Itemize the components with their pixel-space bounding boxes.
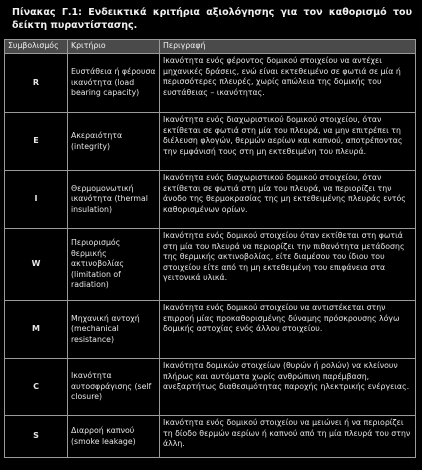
- symbol-cell: E: [5, 113, 68, 171]
- table-row: [5, 416, 416, 458]
- description-cell: Ικανότητα ενός δομικού στοιχείου όταν εκτίθεται στη φωτιά στη μία του πλευρά να περιορίζει την πιθανότητα μετάδοσης της θερμικής ακτινοβολίας, είτε διαμέσου του ίδιου του στοιχείου είτε από τη μη εκτεθειμένη του επιφάνεια στα γειτονικά υλικά.: [160, 229, 416, 301]
- symbol-cell: C: [5, 359, 68, 416]
- criteria-table: [4, 39, 416, 458]
- table-row: [5, 54, 416, 113]
- symbol-cell: I: [5, 171, 68, 229]
- description-cell: Ικανότητα ενός δομικού στοιχείου να μειώνει ή να περιορίζει τη δίοδο θερμών αερίων ή καπνού από τη μία πλευρά του στην άλλη.: [160, 416, 416, 458]
- criterion-cell: Περιορισμός θερμικής ακτινοβολίας (limitation of radiation): [68, 229, 160, 301]
- table-row: [5, 171, 416, 229]
- criterion-cell: Μηχανική αντοχή (mechanical resistance): [68, 301, 160, 359]
- table-caption: Πίνακας Γ.1: Ενδεικτικά κριτήρια αξιολόγησης για τον καθορισμό του δείκτη πυραντίστασης.: [12, 7, 412, 31]
- criterion-cell: Ευστάθεια ή φέρουσα ικανότητα (load bearing capacity): [68, 54, 160, 113]
- header-description: Περιγραφή: [160, 40, 416, 54]
- criterion-cell: Ικανότητα αυτοσφράγισης (self closure): [68, 359, 160, 416]
- symbol-cell: M: [5, 301, 68, 359]
- criterion-cell: Διαρροή καπνού (smoke leakage): [68, 416, 160, 458]
- symbol-cell: W: [5, 229, 68, 301]
- criterion-cell: Θερμομονωτική ικανότητα (thermal insulation): [68, 171, 160, 229]
- description-cell: Ικανότητα ενός δομικού στοιχείου να αντιστέκεται στην επιρροή μίας προκαθορισμένης δύναμης πρόσκρουσης λόγω δομικής αστοχίας ενός άλλου στοιχείου.: [160, 301, 416, 359]
- description-cell: Ικανότητα ενός διαχωριστικού δομικού στοιχείου, όταν εκτίθεται σε φωτιά στη μία του πλευρά, να περιορίζει την άνοδο της θερμοκρασίας της μη εκτεθειμένης πλευράς εντός καθορισμένων ορίων.: [160, 171, 416, 229]
- description-cell: Ικανότητα ενός φέροντος δομικού στοιχείου να αντέχει μηχανικές δράσεις, ενώ είναι εκτεθειμένο σε φωτιά σε μία ή περισσότερες πλευρές, χωρίς απώλεια της δομικής του ευστάθειας – ικανότητας.: [160, 54, 416, 113]
- header-criterion: Κριτήριο: [68, 40, 160, 54]
- description-cell: Ικανότητα ενός διαχωριστικού δομικού στοιχείου, όταν εκτίθεται σε φωτιά στη μία του πλευρά, να μην επιτρέπει τη διέλευση φλογών, θερμών αερίων και καπνού, αποτρέποντας την εμφάνισή τους στη μη εκτεθειμένη του πλευρά.: [160, 113, 416, 171]
- description-cell: Ικανότητα δομικών στοιχείων (θυρών ή ρολών) να κλείνουν πλήρως και αυτόματα χωρίς ανθρώπινη παρέμβαση, ανεξαρτήτως διαθεσιμότητας παροχής ηλεκτρικής ενέργειας.: [160, 359, 416, 416]
- table-header-row: [5, 40, 416, 54]
- symbol-cell: R: [5, 54, 68, 113]
- symbol-cell: S: [5, 416, 68, 458]
- table-row: [5, 301, 416, 359]
- table-row: [5, 229, 416, 301]
- table-row: [5, 113, 416, 171]
- criterion-cell: Ακεραιότητα (integrity): [68, 113, 160, 171]
- header-symbol: Συμβολισμός: [5, 40, 68, 54]
- table-row: [5, 359, 416, 416]
